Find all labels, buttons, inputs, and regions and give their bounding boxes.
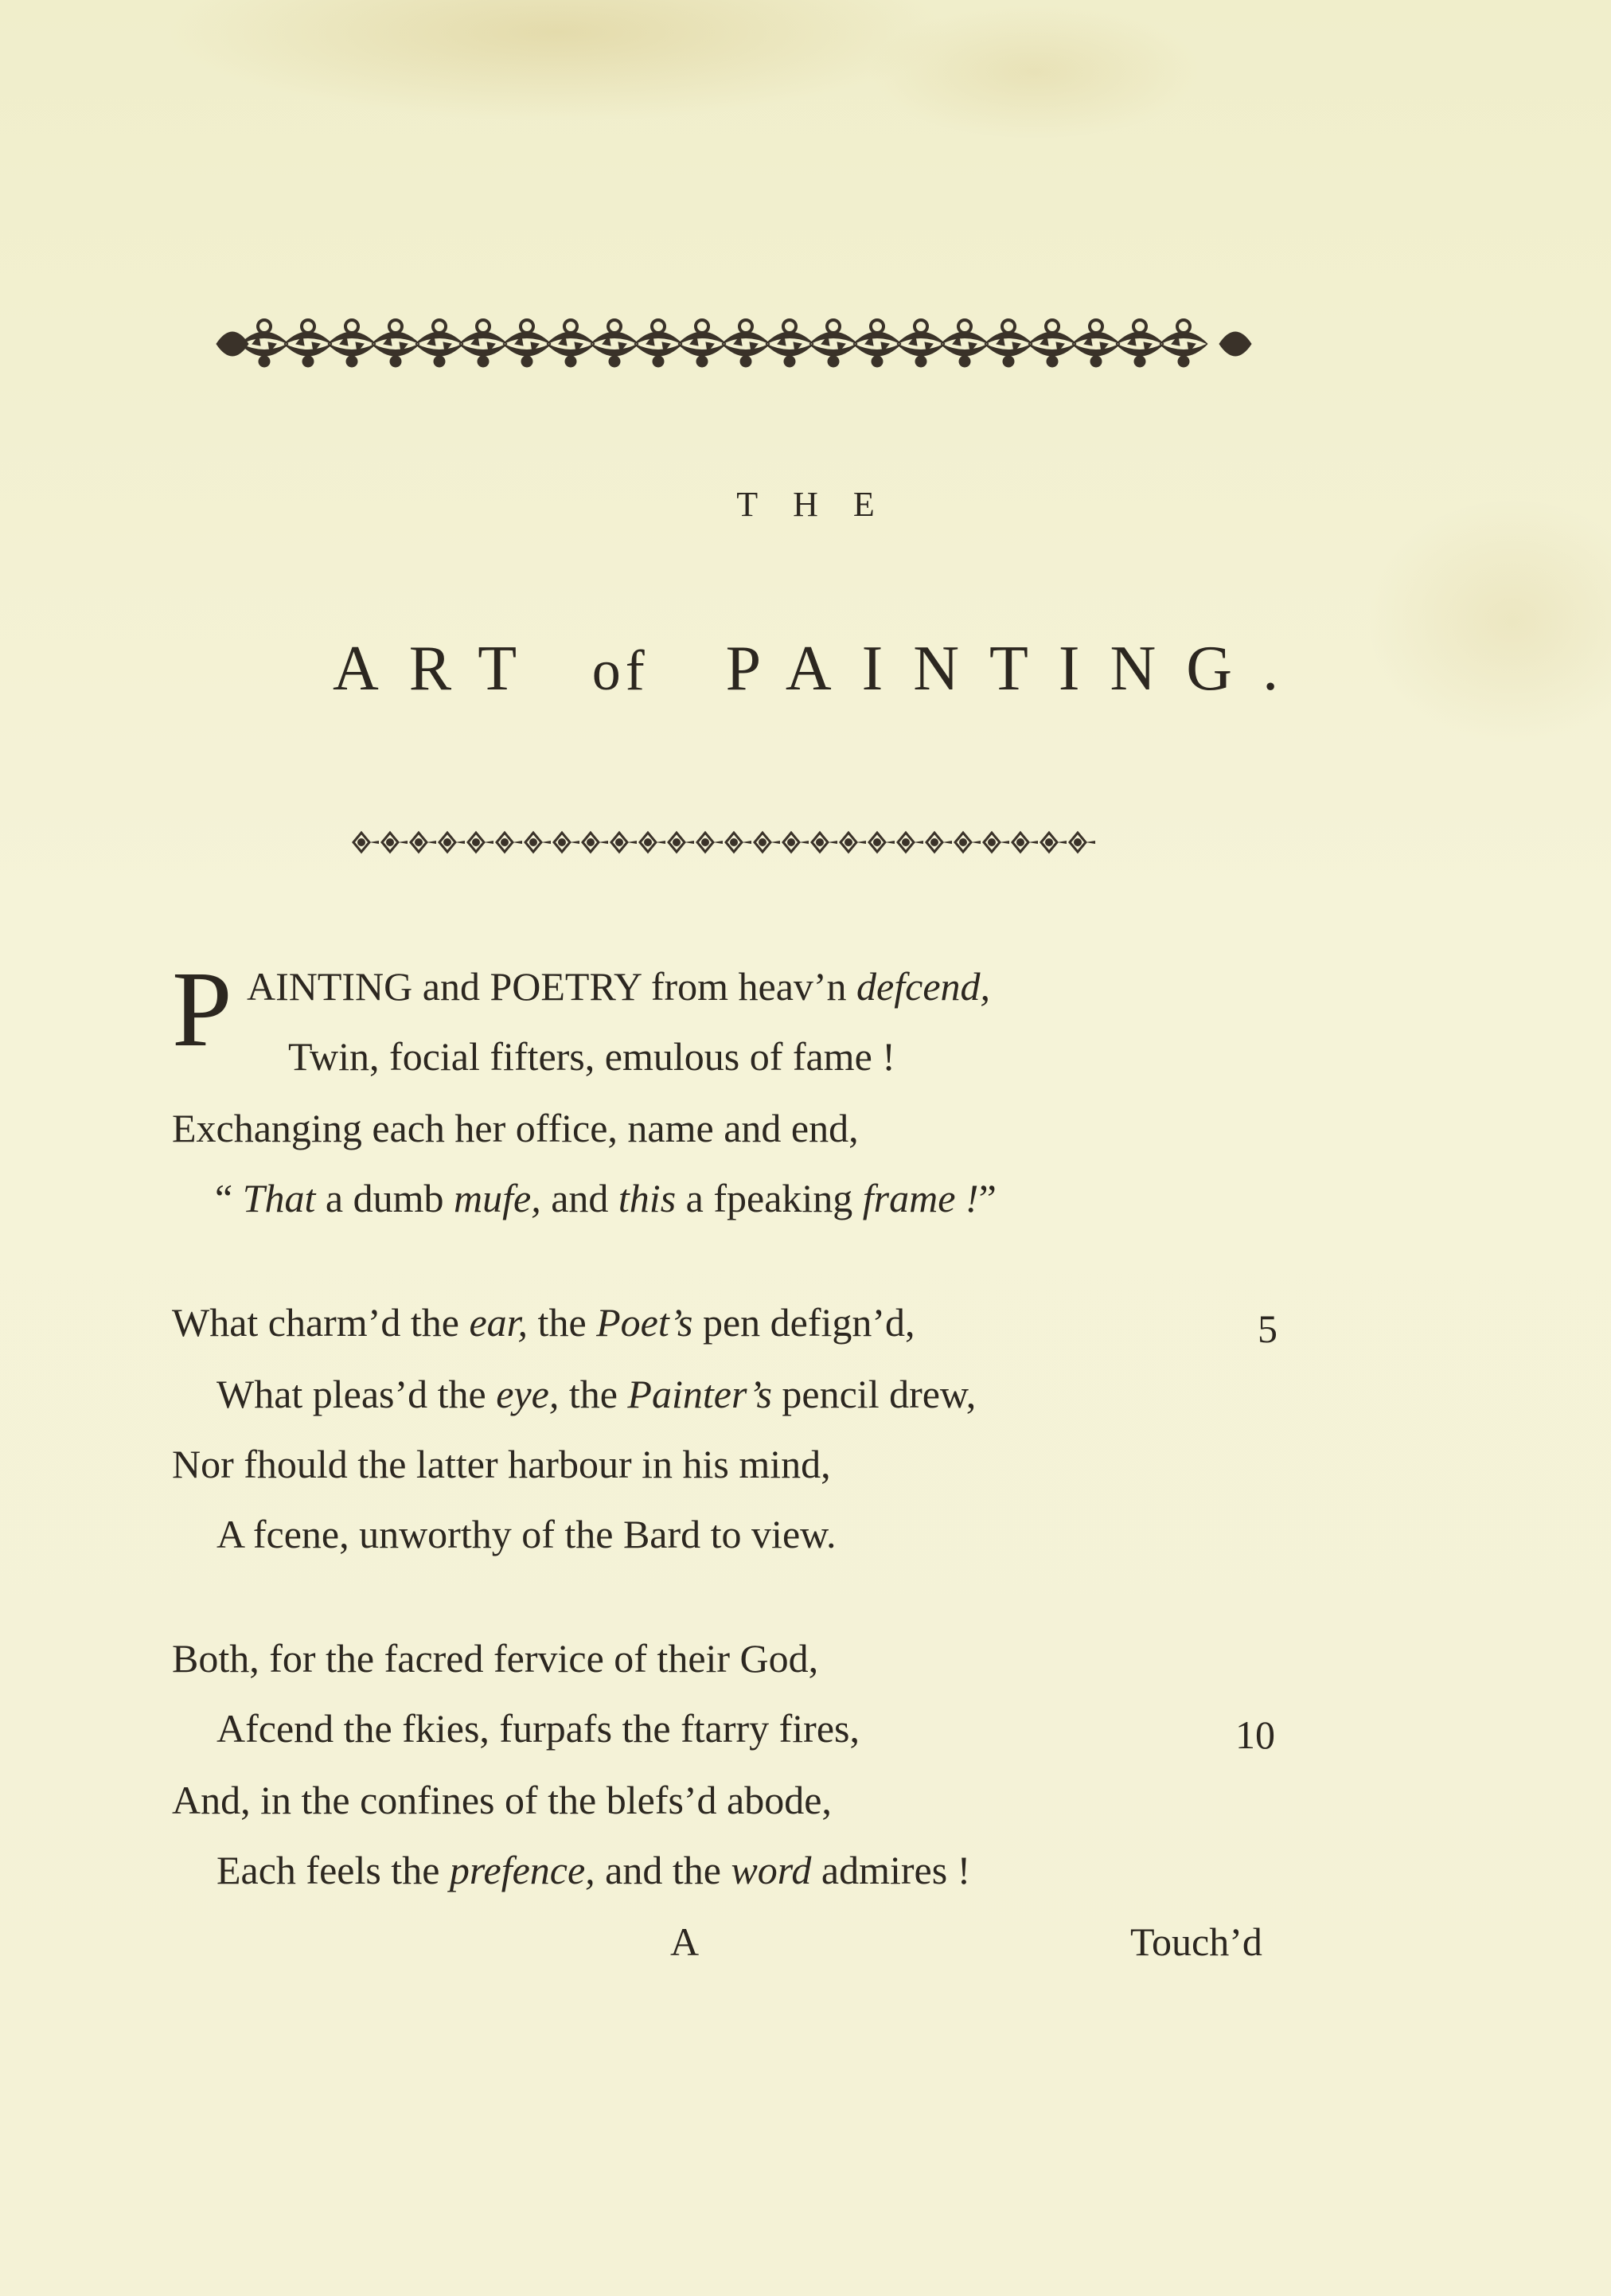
verse-italic: Poet’s xyxy=(596,1300,693,1345)
page-title xyxy=(0,633,1611,705)
verse-text: Each feels the xyxy=(216,1848,450,1892)
signature-mark: A xyxy=(670,1919,700,1964)
verse-line-3: Exchanging each her office, name and end, xyxy=(172,1106,859,1150)
verse-text: the xyxy=(559,1372,628,1416)
verse-text: and the xyxy=(595,1848,731,1892)
verse-line-5 xyxy=(172,1299,915,1345)
verse-italic: That xyxy=(242,1176,316,1220)
divider-ornament xyxy=(350,828,1114,857)
verse-line-12 xyxy=(216,1847,970,1893)
verse-line-8: A fcene, unworthy of the Bard to view. xyxy=(216,1512,837,1556)
verse-italic: mufe, xyxy=(454,1176,541,1220)
verse-italic: ear, xyxy=(469,1300,529,1345)
verse-text: a dumb xyxy=(315,1176,454,1220)
verse-text: and xyxy=(540,1176,618,1220)
verse-italic: eye, xyxy=(496,1372,560,1416)
verse-line-4 xyxy=(215,1175,997,1221)
verse-line-6 xyxy=(216,1371,976,1417)
verse-line-11: And, in the confines of the blefs’d abode, xyxy=(172,1778,832,1822)
drop-cap: P xyxy=(172,950,232,1069)
title-painting: PAINTING. xyxy=(725,634,1309,704)
verse-italic: prefence, xyxy=(449,1848,595,1892)
verse-line-9: Both, for the facred fervice of their God, xyxy=(172,1636,819,1681)
verse-italic: frame ! xyxy=(862,1176,979,1220)
heading-the: THE xyxy=(736,485,910,524)
verse-text: “ xyxy=(215,1176,243,1220)
top-ornament-band xyxy=(209,312,1259,376)
verse-text: What charm’d the xyxy=(172,1300,470,1345)
verse-line-10: Afcend the fkies, furpafs the ftarry fires, xyxy=(216,1706,860,1751)
verse-text: pencil drew, xyxy=(771,1372,977,1416)
line-number-10: 10 xyxy=(1235,1712,1275,1757)
verse-italic: Painter’s xyxy=(627,1372,772,1416)
verse-line-1 xyxy=(247,963,990,1009)
catchword: Touch’d xyxy=(1130,1919,1262,1964)
verse-line-2: Twin, focial fifters, emulous of fame ! xyxy=(288,1034,895,1079)
verse-text: the xyxy=(528,1300,597,1345)
verse-text: What pleas’d the xyxy=(216,1372,497,1416)
verse-italic: defcend, xyxy=(856,964,991,1009)
line-number-5: 5 xyxy=(1258,1306,1277,1351)
title-art: ART xyxy=(332,634,546,704)
verse-text: AINTING and POETRY from heav’n xyxy=(247,964,857,1009)
verse-text: admires ! xyxy=(811,1848,971,1892)
verse-text: a fpeaking xyxy=(676,1176,863,1220)
title-of: of xyxy=(591,638,649,702)
verse-italic: word xyxy=(731,1848,812,1892)
verse-italic: this xyxy=(618,1176,677,1220)
verse-text: pen defign’d, xyxy=(692,1300,915,1345)
verse-line-7: Nor fhould the latter harbour in his mind, xyxy=(172,1442,831,1486)
verse-text: ” xyxy=(978,1176,997,1220)
